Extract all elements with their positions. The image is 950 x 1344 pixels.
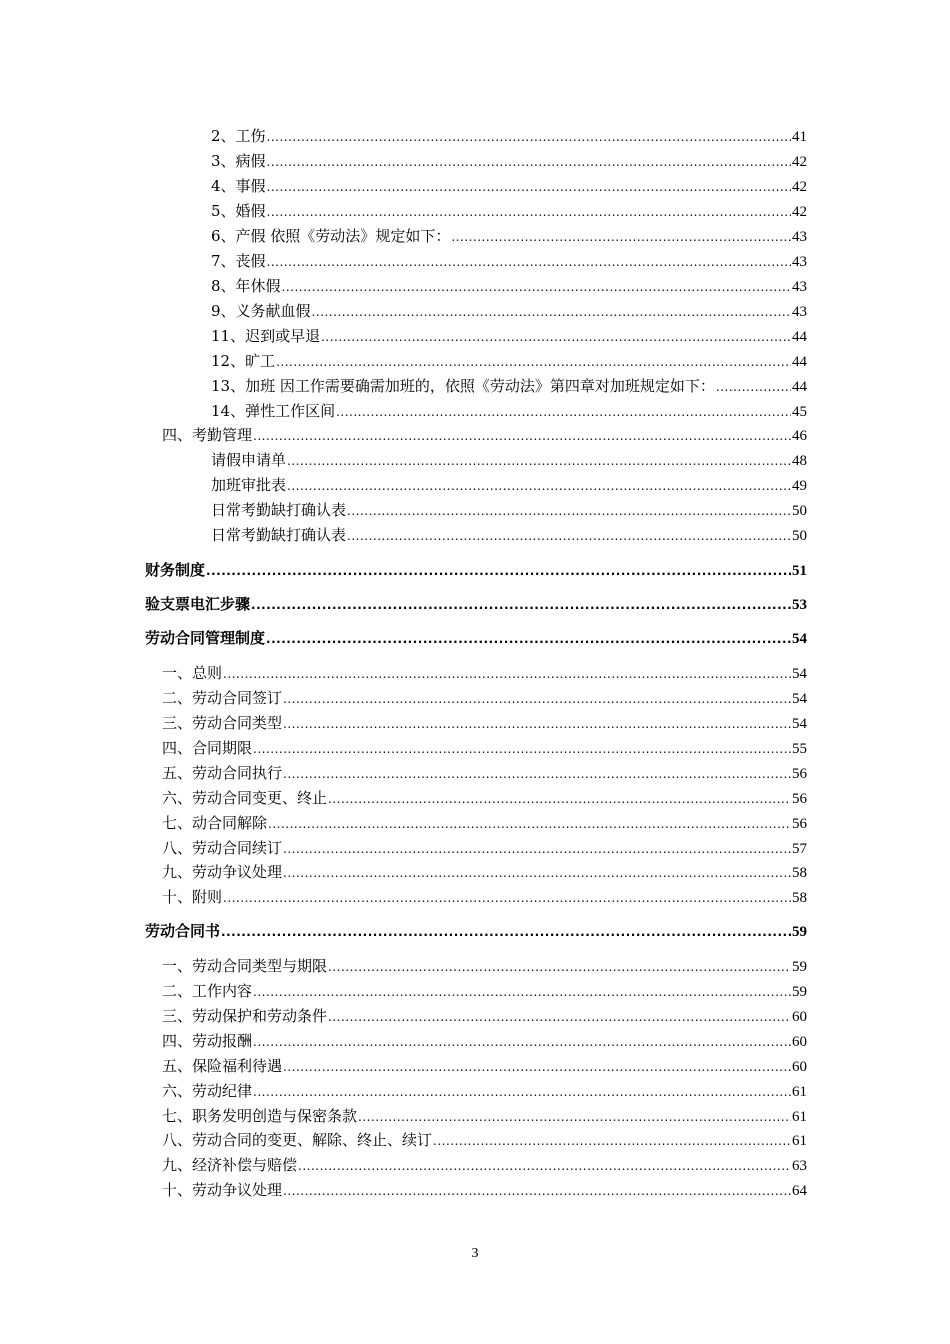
toc-entry-title: 一、劳动合同类型与期限 xyxy=(162,957,328,975)
toc-section-entry[interactable] xyxy=(145,627,807,649)
dot-leader xyxy=(283,838,791,860)
toc-entry-title: 七、职务发明创造与保密条款 xyxy=(162,1107,358,1125)
toc-entry[interactable] xyxy=(162,861,807,883)
toc-entry[interactable] xyxy=(162,1005,807,1027)
toc-entry[interactable] xyxy=(211,250,807,272)
toc-entry[interactable] xyxy=(162,1030,807,1052)
toc-entry-title: 二、工作内容 xyxy=(162,982,253,1000)
toc-entry-title: 八、劳动合同续订 xyxy=(162,839,283,857)
toc-entry-page: 44 xyxy=(792,354,807,370)
toc-entry-title: 5、婚假 xyxy=(211,202,266,220)
toc-entry-title: 劳动合同管理制度 xyxy=(145,629,266,647)
toc-entry-title: 二、劳动合同签订 xyxy=(162,689,283,707)
toc-entry[interactable] xyxy=(162,424,807,446)
toc-entry-title: 五、保险福利待遇 xyxy=(162,1057,283,1075)
toc-entry-page: 44 xyxy=(792,329,807,345)
toc-entry-page: 54 xyxy=(792,666,807,682)
toc-entry-page: 60 xyxy=(792,1059,807,1075)
toc-entry-page: 54 xyxy=(792,716,807,732)
toc-entry-page: 42 xyxy=(792,204,807,220)
toc-entry[interactable] xyxy=(162,886,807,908)
toc-entry-page: 54 xyxy=(792,631,807,647)
dot-leader xyxy=(298,1155,791,1177)
toc-entry-title: 11、迟到或早退 xyxy=(211,327,321,345)
dot-leader xyxy=(283,862,791,884)
toc-entry-title: 十、附则 xyxy=(162,888,223,906)
toc-entry[interactable] xyxy=(211,175,807,197)
dot-leader xyxy=(268,813,791,835)
toc-entry-title: 6、产假 依照《劳动法》规定如下： xyxy=(211,227,451,245)
toc-entry-page: 43 xyxy=(792,229,807,245)
toc-entry-page: 61 xyxy=(792,1133,807,1149)
toc-entry-title: 9、义务献血假 xyxy=(211,302,311,320)
dot-leader xyxy=(253,425,791,447)
toc-entry[interactable] xyxy=(211,225,807,247)
toc-entry-page: 46 xyxy=(792,428,807,444)
toc-section-entry[interactable] xyxy=(145,920,807,942)
dot-leader xyxy=(287,450,791,472)
toc-entry-page: 59 xyxy=(792,924,807,940)
toc-entry-page: 63 xyxy=(792,1158,807,1174)
toc-entry-page: 57 xyxy=(792,841,807,857)
toc-entry[interactable] xyxy=(162,1154,807,1176)
toc-entry[interactable] xyxy=(211,474,807,496)
toc-entry-page: 60 xyxy=(792,1009,807,1025)
toc-entry-page: 56 xyxy=(792,766,807,782)
toc-entry-title: 四、劳动报酬 xyxy=(162,1032,253,1050)
toc-entry-page: 64 xyxy=(792,1183,807,1199)
toc-entry[interactable] xyxy=(162,1129,807,1151)
toc-entry-title: 四、合同期限 xyxy=(162,739,253,757)
dot-leader xyxy=(716,376,791,398)
toc-entry[interactable] xyxy=(211,125,807,147)
toc-entry-page: 41 xyxy=(792,129,807,145)
dot-leader xyxy=(347,525,791,547)
toc-entry-title: 六、劳动纪律 xyxy=(162,1082,253,1100)
toc-entry-title: 加班审批表 xyxy=(211,476,287,494)
toc-entry-title: 七、动合同解除 xyxy=(162,814,268,832)
toc-entry-page: 42 xyxy=(792,179,807,195)
dot-leader xyxy=(451,226,791,248)
toc-entry-title: 7、丧假 xyxy=(211,252,266,270)
toc-entry[interactable] xyxy=(162,1055,807,1077)
toc-entry-title: 日常考勤缺打确认表 xyxy=(211,526,347,544)
dot-leader xyxy=(267,126,791,148)
toc-entry-title: 劳动合同书 xyxy=(145,922,221,940)
toc-entry-page: 43 xyxy=(792,254,807,270)
toc-entry[interactable] xyxy=(162,662,807,684)
toc-entry-page: 43 xyxy=(792,279,807,295)
dot-leader xyxy=(267,251,791,273)
dot-leader xyxy=(283,713,791,735)
toc-entry[interactable] xyxy=(162,837,807,859)
toc-entry[interactable] xyxy=(211,325,807,347)
toc-entry[interactable] xyxy=(211,350,807,372)
dot-leader xyxy=(267,201,791,223)
toc-entry-page: 43 xyxy=(792,304,807,320)
toc-section-entry[interactable] xyxy=(145,593,807,615)
toc-entry-title: 六、劳动合同变更、终止 xyxy=(162,789,328,807)
dot-leader xyxy=(336,401,791,423)
toc-entry-page: 48 xyxy=(792,453,807,469)
toc-entry[interactable] xyxy=(162,687,807,709)
dot-leader xyxy=(267,176,791,198)
toc-entry-page: 53 xyxy=(792,597,807,613)
toc-entry-title: 九、劳动争议处理 xyxy=(162,863,283,881)
toc-entry-page: 58 xyxy=(792,865,807,881)
toc-entry-page: 54 xyxy=(792,691,807,707)
toc-entry-title: 3、病假 xyxy=(211,152,266,170)
toc-entry[interactable] xyxy=(211,375,807,397)
toc-entry[interactable] xyxy=(211,300,807,322)
dot-leader xyxy=(276,351,791,373)
toc-entry-title: 九、经济补偿与赔偿 xyxy=(162,1156,298,1174)
toc-entry-page: 56 xyxy=(792,816,807,832)
dot-leader xyxy=(266,628,791,650)
dot-leader xyxy=(328,788,791,810)
toc-entry[interactable] xyxy=(162,1080,807,1102)
dot-leader xyxy=(253,1031,791,1053)
dot-leader xyxy=(283,1180,791,1202)
toc-entry-title: 一、总则 xyxy=(162,664,223,682)
toc-entry-page: 45 xyxy=(792,404,807,420)
toc-entry[interactable] xyxy=(162,762,807,784)
toc-entry-page: 61 xyxy=(792,1084,807,1100)
toc-entry[interactable] xyxy=(162,712,807,734)
toc-entry-title: 2、工伤 xyxy=(211,127,266,145)
toc-entry-page: 42 xyxy=(792,154,807,170)
dot-leader xyxy=(347,500,791,522)
toc-entry-page: 49 xyxy=(792,478,807,494)
dot-leader xyxy=(223,887,791,909)
toc-section-entry[interactable] xyxy=(145,559,807,581)
toc-entry-title: 三、劳动合同类型 xyxy=(162,714,283,732)
toc-entry-page: 55 xyxy=(792,741,807,757)
toc-entry[interactable] xyxy=(211,275,807,297)
toc-entry-title: 13、加班 因工作需要确需加班的，依照《劳动法》第四章对加班规定如下： xyxy=(211,377,715,395)
dot-leader xyxy=(321,326,791,348)
toc-entry[interactable] xyxy=(162,955,807,977)
toc-entry[interactable] xyxy=(162,787,807,809)
toc-entry[interactable] xyxy=(211,150,807,172)
toc-entry-title: 五、劳动合同执行 xyxy=(162,764,283,782)
toc-entry-title: 三、劳动保护和劳动条件 xyxy=(162,1007,328,1025)
dot-leader xyxy=(223,663,791,685)
toc-entry-title: 4、事假 xyxy=(211,177,266,195)
toc-entry-page: 44 xyxy=(792,379,807,395)
toc-entry-title: 请假申请单 xyxy=(211,451,287,469)
dot-leader xyxy=(253,738,791,760)
toc-entry-title: 14、弹性工作区间 xyxy=(211,402,336,420)
dot-leader xyxy=(328,1006,791,1028)
dot-leader xyxy=(312,301,791,323)
toc-entry[interactable] xyxy=(211,449,807,471)
dot-leader xyxy=(206,560,791,582)
toc-entry[interactable] xyxy=(211,499,807,521)
toc-entry-title: 验支票电汇步骤 xyxy=(145,595,251,613)
page-number: 3 xyxy=(471,1246,479,1261)
toc-entry-page: 58 xyxy=(792,890,807,906)
dot-leader xyxy=(251,594,791,616)
toc-entry[interactable] xyxy=(162,1105,807,1127)
dot-leader xyxy=(267,151,791,173)
toc-entry-title: 日常考勤缺打确认表 xyxy=(211,501,347,519)
toc-entry[interactable] xyxy=(162,812,807,834)
toc-entry-page: 60 xyxy=(792,1034,807,1050)
toc-entry[interactable] xyxy=(162,737,807,759)
dot-leader xyxy=(282,276,791,298)
dot-leader xyxy=(283,1056,791,1078)
toc-entry[interactable] xyxy=(211,400,807,422)
toc-entry-page: 61 xyxy=(792,1109,807,1125)
dot-leader xyxy=(283,688,791,710)
dot-leader xyxy=(287,475,791,497)
dot-leader xyxy=(253,981,791,1003)
toc-entry-page: 59 xyxy=(792,984,807,1000)
toc-entry-title: 四、考勤管理 xyxy=(162,426,253,444)
dot-leader xyxy=(221,921,791,943)
toc-entry-page: 56 xyxy=(792,791,807,807)
toc-entry-title: 十、劳动争议处理 xyxy=(162,1181,283,1199)
toc-entry[interactable] xyxy=(211,200,807,222)
dot-leader xyxy=(433,1130,791,1152)
toc-entry-title: 八、劳动合同的变更、解除、终止、续订 xyxy=(162,1131,433,1149)
toc-entry-page: 59 xyxy=(792,959,807,975)
dot-leader xyxy=(253,1081,791,1103)
toc-entry[interactable] xyxy=(162,1179,807,1201)
toc-entry[interactable] xyxy=(211,524,807,546)
dot-leader xyxy=(283,763,791,785)
dot-leader xyxy=(328,956,791,978)
dot-leader xyxy=(358,1106,791,1128)
toc-entry-page: 51 xyxy=(792,563,807,579)
toc-entry-page: 50 xyxy=(792,503,807,519)
toc-entry-page: 50 xyxy=(792,528,807,544)
toc-entry-title: 12、旷工 xyxy=(211,352,276,370)
toc-entry[interactable] xyxy=(162,980,807,1002)
toc-entry-title: 财务制度 xyxy=(145,561,206,579)
toc-entry-title: 8、年休假 xyxy=(211,277,281,295)
